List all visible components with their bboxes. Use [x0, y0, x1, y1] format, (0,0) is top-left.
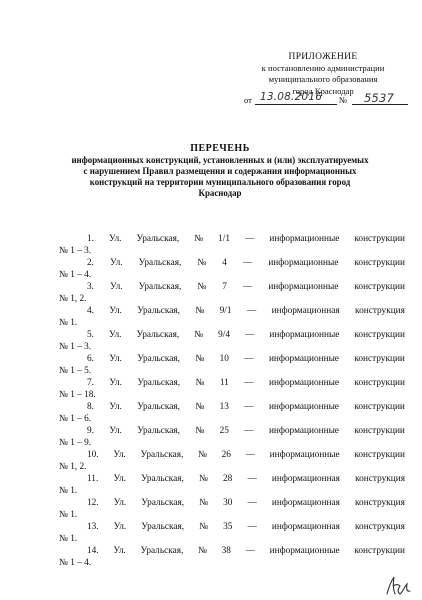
item-number-sign: № — [194, 330, 204, 340]
item-number-sign: № — [198, 546, 207, 556]
title-line-2: с нарушением Правил размещения и содержания информационных — [83, 165, 357, 176]
item-word2: конструкция — [355, 474, 405, 484]
item-word: информационные — [268, 426, 339, 436]
item-number-sign: № — [195, 378, 205, 388]
item-continuation: № 1. — [59, 486, 78, 496]
item-continuation: № 1. — [59, 534, 78, 544]
from-label: от — [244, 95, 252, 105]
list-item — [59, 305, 405, 329]
item-street-type: Ул. — [109, 402, 122, 412]
item-dash: — — [246, 306, 257, 316]
item-word2: конструкции — [354, 546, 405, 556]
item-dash: — — [245, 330, 255, 340]
title-line-1: информационных конструкций, установленных и (или) эксплуатируемых — [71, 155, 369, 165]
item-word2: конструкции — [354, 450, 405, 460]
item-house: 9/1 — [219, 306, 232, 316]
item-number-sign: № — [198, 474, 208, 484]
item-house: 30 — [223, 498, 233, 508]
item-continuation: № 1, 2. — [59, 462, 87, 472]
appendix-line-1: к постановлению администрации — [261, 63, 385, 74]
item-dash: — — [242, 282, 253, 292]
item-word2: конструкции — [354, 330, 405, 340]
item-number-sign: № — [194, 234, 204, 244]
list-item — [59, 329, 405, 353]
item-street-type: Ул. — [110, 282, 123, 292]
item-house: 1/1 — [218, 234, 231, 244]
item-number: 9. — [87, 426, 94, 436]
title-heading: ПЕРЕЧЕНЬ — [190, 143, 250, 154]
item-word: информационные — [268, 402, 339, 412]
item-house: 7 — [222, 282, 227, 292]
item-word: информационные — [269, 450, 340, 460]
item-street-type: Ул. — [109, 234, 122, 244]
item-street-type: Ул. — [113, 450, 126, 460]
item-street-type: Ул. — [113, 522, 127, 532]
list-item — [59, 449, 405, 473]
item-dash: — — [245, 450, 255, 460]
item-street-type: Ул. — [109, 354, 122, 364]
handwritten-initials-mark — [384, 574, 414, 598]
item-word: информационные — [269, 234, 340, 244]
item-dash: — — [244, 378, 254, 388]
appendix-line-3: город Краснодар — [292, 85, 354, 96]
item-word2: конструкция — [355, 498, 405, 508]
item-continuation: № 1 – 5. — [59, 366, 92, 376]
item-word2: конструкции — [354, 282, 405, 292]
document-title — [50, 143, 390, 199]
item-word: информационные — [268, 282, 339, 292]
item-number-sign: № — [197, 258, 207, 268]
item-dash: — — [245, 234, 255, 244]
item-street-name: Уральская, — [137, 426, 180, 436]
item-number: 12. — [87, 498, 99, 508]
item-house: 35 — [223, 522, 233, 532]
item-number: 5. — [87, 330, 94, 340]
item-word: информационные — [269, 330, 340, 340]
item-continuation: № 1. — [59, 510, 78, 520]
item-number: 11. — [87, 474, 99, 484]
item-dash: — — [244, 402, 254, 412]
item-continuation: № 1, 2. — [59, 294, 87, 304]
list-item — [59, 425, 405, 449]
item-word2: конструкции — [354, 402, 405, 412]
item-number: 10. — [87, 450, 99, 460]
item-number-sign: № — [195, 426, 205, 436]
item-street-name: Уральская, — [140, 546, 184, 556]
list-item — [59, 233, 405, 257]
item-word2: конструкции — [354, 258, 405, 268]
item-word: информационные — [268, 258, 339, 268]
item-number-sign: № — [197, 282, 207, 292]
item-dash: — — [247, 474, 257, 484]
item-continuation: № 1. — [59, 318, 78, 328]
item-number: 14. — [87, 546, 99, 556]
item-word: информационные — [268, 354, 339, 364]
list-item — [59, 473, 405, 497]
item-street-type: Ул. — [109, 330, 122, 340]
list-item — [59, 545, 405, 569]
item-word: информационная — [271, 522, 340, 532]
item-street-name: Уральская, — [136, 234, 180, 244]
item-street-name: Уральская, — [140, 450, 184, 460]
item-house: 25 — [219, 426, 229, 436]
item-continuation: № 1 – 4. — [59, 558, 92, 568]
item-street-type: Ул. — [109, 426, 122, 436]
item-street-name: Уральская, — [138, 282, 182, 292]
list-item — [59, 377, 405, 401]
item-street-type: Ул. — [113, 474, 126, 484]
item-street-name: Уральская, — [137, 402, 180, 412]
item-number: 3. — [87, 282, 94, 292]
item-word2: конструкции — [354, 354, 405, 364]
item-house: 38 — [221, 546, 231, 556]
items-list — [59, 233, 405, 569]
item-house: 13 — [219, 402, 229, 412]
item-word2: конструкции — [354, 234, 405, 244]
item-number-sign: № — [198, 450, 207, 460]
item-continuation: № 1 – 3. — [59, 342, 92, 352]
item-number: 1. — [87, 234, 94, 244]
item-dash: — — [247, 522, 257, 532]
item-number: 6. — [87, 354, 94, 364]
list-item — [59, 257, 405, 281]
item-street-type: Ул. — [113, 546, 126, 556]
item-number: 7. — [87, 378, 94, 388]
list-item — [59, 497, 405, 521]
item-street-name: Уральская, — [137, 306, 180, 316]
item-street-name: Уральская, — [136, 330, 180, 340]
item-continuation: № 1 – 9. — [59, 438, 92, 448]
item-continuation: № 1 – 4. — [59, 270, 92, 280]
item-house: 26 — [221, 450, 231, 460]
item-house: 28 — [223, 474, 233, 484]
item-word2: конструкция — [355, 306, 405, 316]
item-word: информационная — [271, 474, 340, 484]
item-continuation: № 1 – 18. — [59, 390, 96, 400]
item-house: 11 — [219, 378, 229, 388]
appendix-line-2: муниципального образования — [268, 74, 378, 85]
item-dash: — — [244, 354, 254, 364]
item-dash: — — [245, 546, 255, 556]
item-dash: — — [247, 498, 257, 508]
list-item — [59, 281, 405, 305]
handwritten-date: 13.08.2016 — [260, 91, 323, 103]
item-word: информационная — [271, 306, 340, 316]
title-line-4: Краснодар — [198, 187, 242, 198]
item-number-sign: № — [195, 354, 205, 364]
item-street-name: Уральская, — [141, 522, 185, 532]
item-number: 4. — [87, 306, 94, 316]
item-number-sign: № — [195, 402, 205, 412]
item-number: 13. — [87, 522, 99, 532]
item-street-type: Ул. — [110, 258, 123, 268]
item-number: 2. — [87, 258, 94, 268]
item-house: 9/4 — [218, 330, 231, 340]
item-street-name: Уральская, — [141, 498, 185, 508]
item-number: 8. — [87, 402, 94, 412]
item-street-name: Уральская, — [137, 354, 180, 364]
item-number-sign: № — [199, 522, 209, 532]
item-word2: конструкции — [354, 378, 405, 388]
item-continuation: № 1 – 6. — [59, 414, 92, 424]
item-street-type: Ул. — [109, 306, 122, 316]
item-number-sign: № — [199, 498, 209, 508]
item-number-sign: № — [195, 306, 205, 316]
item-house: 10 — [219, 354, 229, 364]
item-dash: — — [242, 258, 253, 268]
item-house: 4 — [222, 258, 227, 268]
item-street-name: Уральская, — [137, 378, 181, 388]
list-item — [59, 401, 405, 425]
item-street-name: Уральская, — [141, 474, 184, 484]
list-item — [59, 353, 405, 377]
list-item — [59, 521, 405, 545]
item-word2: конструкция — [355, 522, 405, 532]
item-dash: — — [244, 426, 254, 436]
date-underline — [255, 104, 337, 105]
item-continuation: № 1 – 3. — [59, 246, 92, 256]
item-word: информационные — [268, 378, 339, 388]
handwritten-number: 5537 — [364, 91, 395, 105]
item-street-name: Уральская, — [138, 258, 182, 268]
item-word: информационная — [271, 498, 340, 508]
item-word: информационные — [269, 546, 340, 556]
item-word2: конструкции — [354, 426, 405, 436]
number-label: № — [339, 95, 348, 105]
title-line-3: конструкций на территории муниципального образования город — [89, 176, 351, 187]
appendix-heading: ПРИЛОЖЕНИЕ — [288, 52, 358, 62]
item-street-type: Ул. — [109, 378, 122, 388]
appendix-date-number-row — [244, 93, 410, 107]
item-street-type: Ул. — [113, 498, 127, 508]
